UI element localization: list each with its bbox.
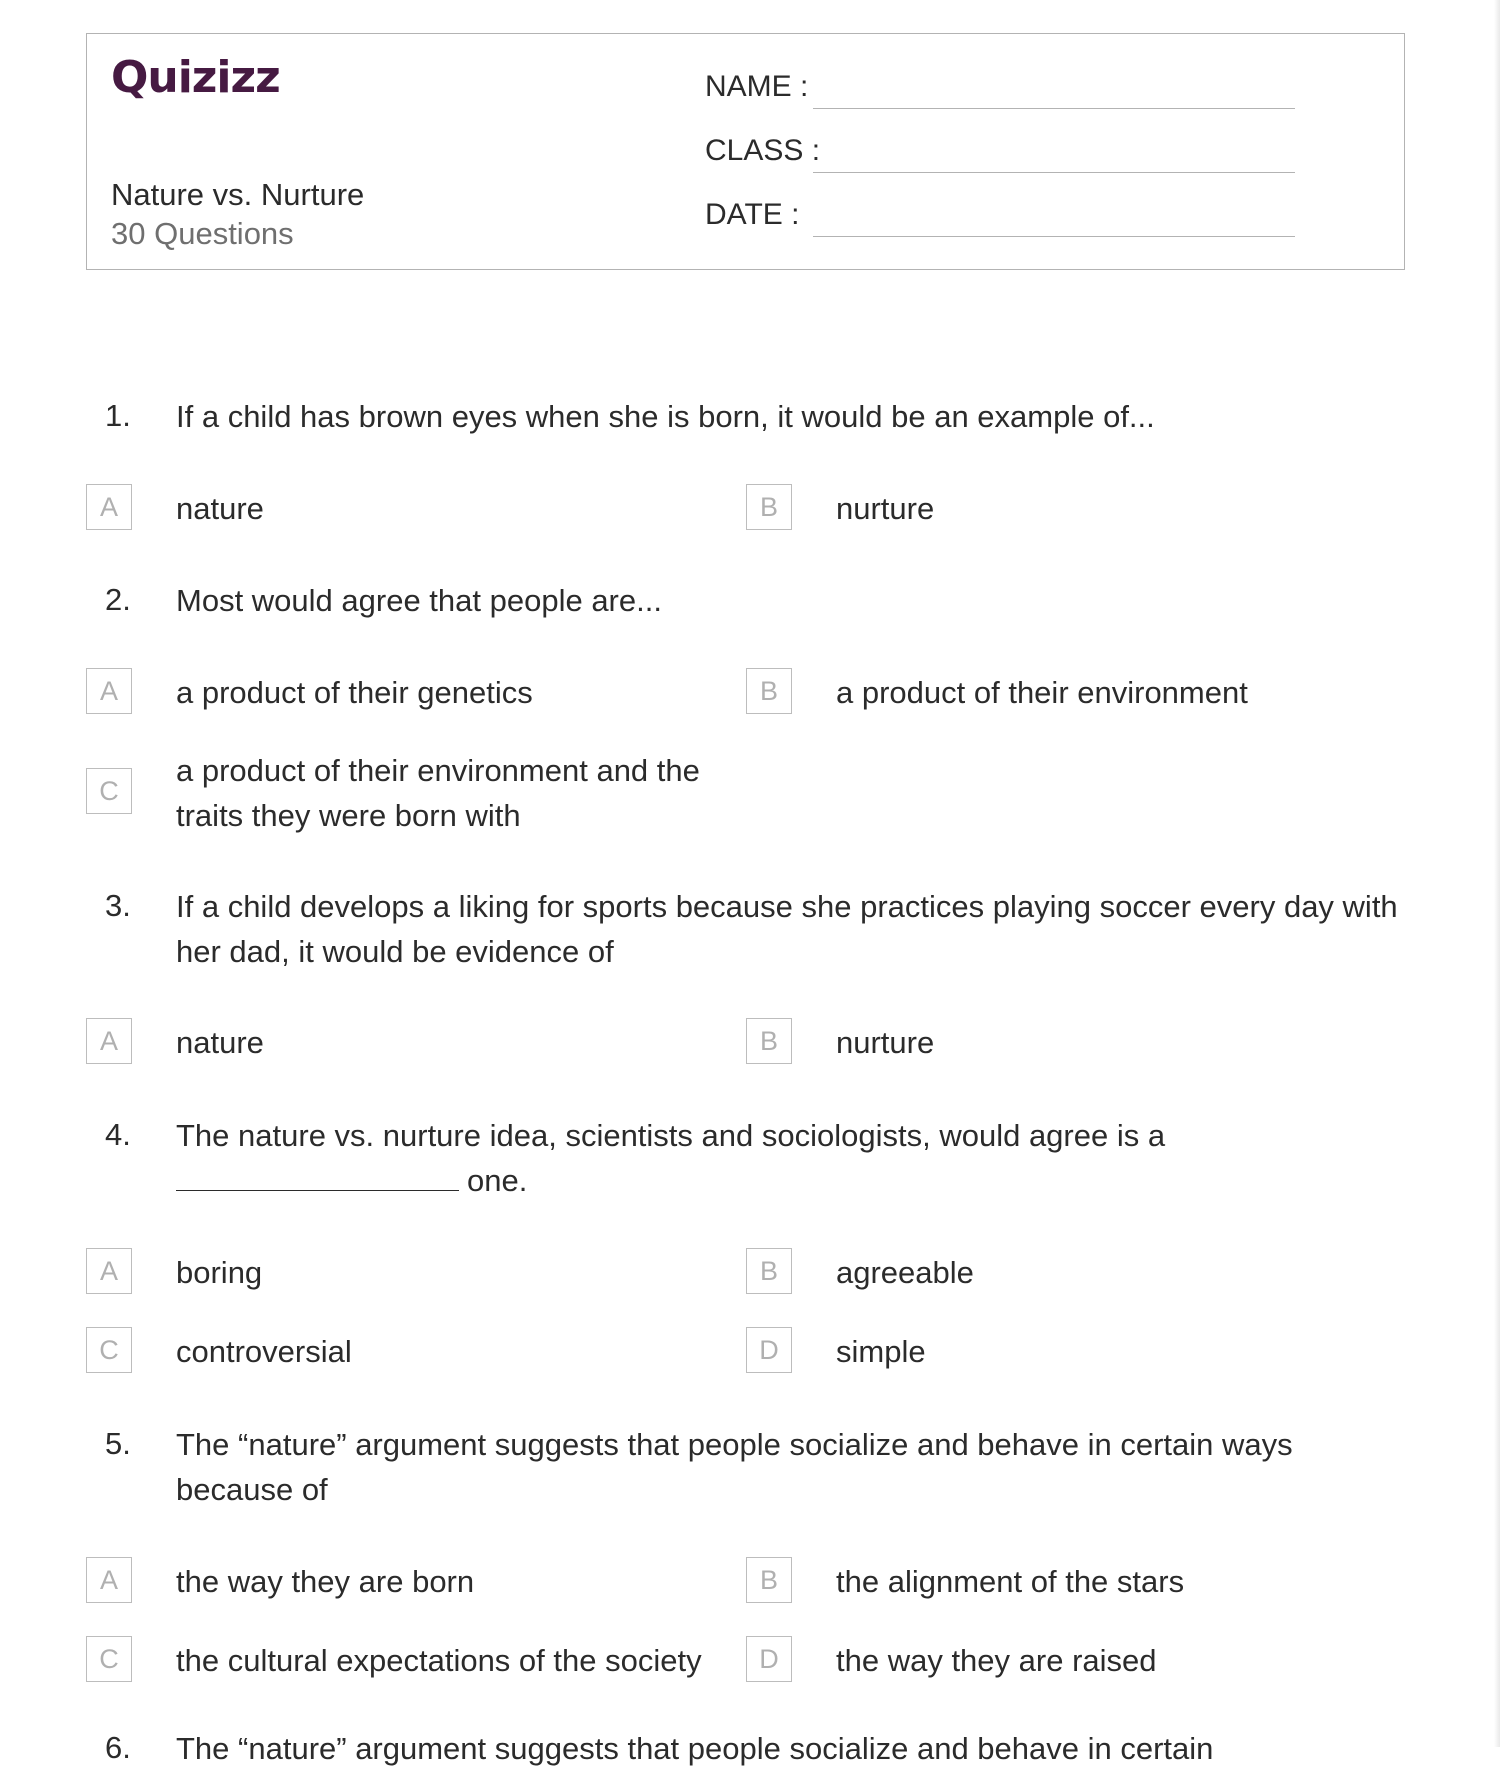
name-line[interactable] [813, 108, 1295, 109]
option-letter-b[interactable]: B [746, 1248, 792, 1294]
name-label: NAME : [705, 70, 809, 103]
option-text: a product of their genetics [176, 675, 533, 710]
question-text [176, 1113, 1416, 1203]
option-letter-b[interactable]: B [746, 1018, 792, 1064]
option-letter-c[interactable]: C [86, 768, 132, 814]
question-count: 30 Questions [111, 216, 294, 251]
option-text: nature [176, 1025, 264, 1060]
page-edge-shadow [1494, 0, 1500, 1747]
question-text: If a child develops a liking for sports because she practices playing soccer every day with her dad, it would be evidence of [176, 889, 1398, 969]
option-text: the cultural expectations of the society [176, 1643, 702, 1678]
option-letter-a[interactable]: A [86, 1557, 132, 1603]
option-text: the alignment of the stars [836, 1564, 1185, 1599]
option-letter-b[interactable]: B [746, 668, 792, 714]
question-number: 5. [105, 1426, 131, 1461]
question-text: The “nature” argument suggests that people socialize and behave in certain [176, 1731, 1214, 1766]
option-text: nurture [836, 1025, 935, 1060]
option-letter-c[interactable]: C [86, 1636, 132, 1682]
answer-blank [176, 1189, 459, 1191]
question-text-part: The nature vs. nurture idea, scientists and sociologists, would agree is a [176, 1118, 1166, 1153]
option-text: agreeable [836, 1255, 974, 1290]
quiz-title: Nature vs. Nurture [111, 177, 365, 212]
question-number: 4. [105, 1117, 131, 1152]
question-number: 1. [105, 398, 131, 433]
option-text: nurture [836, 491, 935, 526]
question-text: If a child has brown eyes when she is born, it would be an example of... [176, 399, 1155, 434]
option-text: a product of their environment and the traits they were born with [176, 753, 700, 833]
class-label: CLASS : [705, 134, 821, 167]
option-text: the way they are raised [836, 1643, 1157, 1678]
question-text: Most would agree that people are... [176, 583, 662, 618]
option-letter-a[interactable]: A [86, 668, 132, 714]
question-text-part: one. [467, 1163, 528, 1198]
option-text: boring [176, 1255, 263, 1290]
option-text: simple [836, 1334, 926, 1369]
option-letter-a[interactable]: A [86, 1018, 132, 1064]
option-text: the way they are born [176, 1564, 475, 1599]
question-number: 3. [105, 888, 131, 923]
option-text: nature [176, 491, 264, 526]
option-text: a product of their environment [836, 675, 1248, 710]
question-text: The “nature” argument suggests that people socialize and behave in certain ways because of [176, 1427, 1293, 1507]
option-letter-c[interactable]: C [86, 1327, 132, 1373]
option-letter-b[interactable]: B [746, 484, 792, 530]
option-letter-b[interactable]: B [746, 1557, 792, 1603]
date-label: DATE : [705, 198, 800, 231]
option-letter-a[interactable]: A [86, 484, 132, 530]
option-text: controversial [176, 1334, 352, 1369]
option-letter-a[interactable]: A [86, 1248, 132, 1294]
class-line[interactable] [813, 172, 1295, 173]
quizizz-logo: Quizizz [111, 52, 280, 103]
date-line[interactable] [813, 236, 1295, 237]
question-number: 2. [105, 582, 131, 617]
option-letter-d[interactable]: D [746, 1636, 792, 1682]
option-letter-d[interactable]: D [746, 1327, 792, 1373]
cut-off-question [0, 1722, 1500, 1766]
question-number: 6. [105, 1730, 131, 1765]
